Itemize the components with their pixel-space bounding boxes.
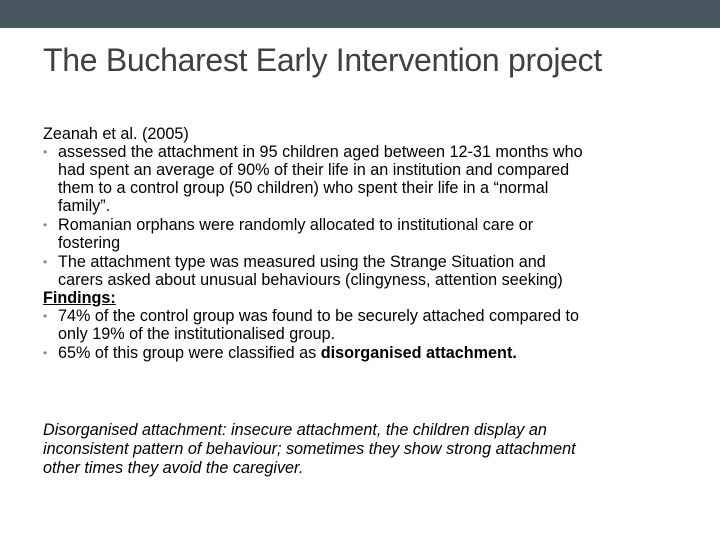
bullet-line: • Romanian orphans were randomly allocated to institutional care or <box>58 216 534 234</box>
note-line: other times they avoid the caregiver. <box>43 459 304 477</box>
finding-item <box>43 344 683 362</box>
bullet-item <box>43 216 683 252</box>
bullet-item <box>43 253 683 289</box>
definition-note <box>43 421 703 478</box>
finding-text: 65% of this group were classified as <box>58 344 321 362</box>
finding-item <box>43 307 683 343</box>
bullet-line: them to a control group (50 children) who spent their life in a “normal <box>58 179 549 197</box>
bullet-line: fostering <box>58 234 121 252</box>
note-line: inconsistent pattern of behaviour; sometimes they show strong attachment <box>43 440 576 458</box>
top-bar <box>0 0 720 28</box>
slide-title: The Bucharest Early Intervention project <box>43 42 602 78</box>
finding-line <box>58 344 683 362</box>
finding-line: • 74% of the control group was found to be securely attached compared to <box>58 307 580 325</box>
note-line: Disorganised attachment: insecure attachment, the children display an <box>43 421 547 439</box>
bullet-line: • assessed the attachment in 95 children aged between 12-31 months who <box>58 143 583 161</box>
finding-emphasis: disorganised attachment. <box>320 344 517 362</box>
bullet-line: • The attachment type was measured using the Strange Situation and <box>58 253 546 271</box>
findings-heading: Findings: <box>43 289 116 307</box>
finding-line: only 19% of the institutionalised group. <box>58 325 336 343</box>
citation: Zeanah et al. (2005) <box>43 125 189 143</box>
slide-body <box>43 125 683 362</box>
bullet-line: family”. <box>58 197 111 215</box>
bullet-line: had spent an average of 90% of their life in an institution and compared <box>58 161 570 179</box>
bullet-item <box>43 143 683 215</box>
bullet-line: carers asked about unusual behaviours (clingyness, attention seeking) <box>58 271 563 289</box>
